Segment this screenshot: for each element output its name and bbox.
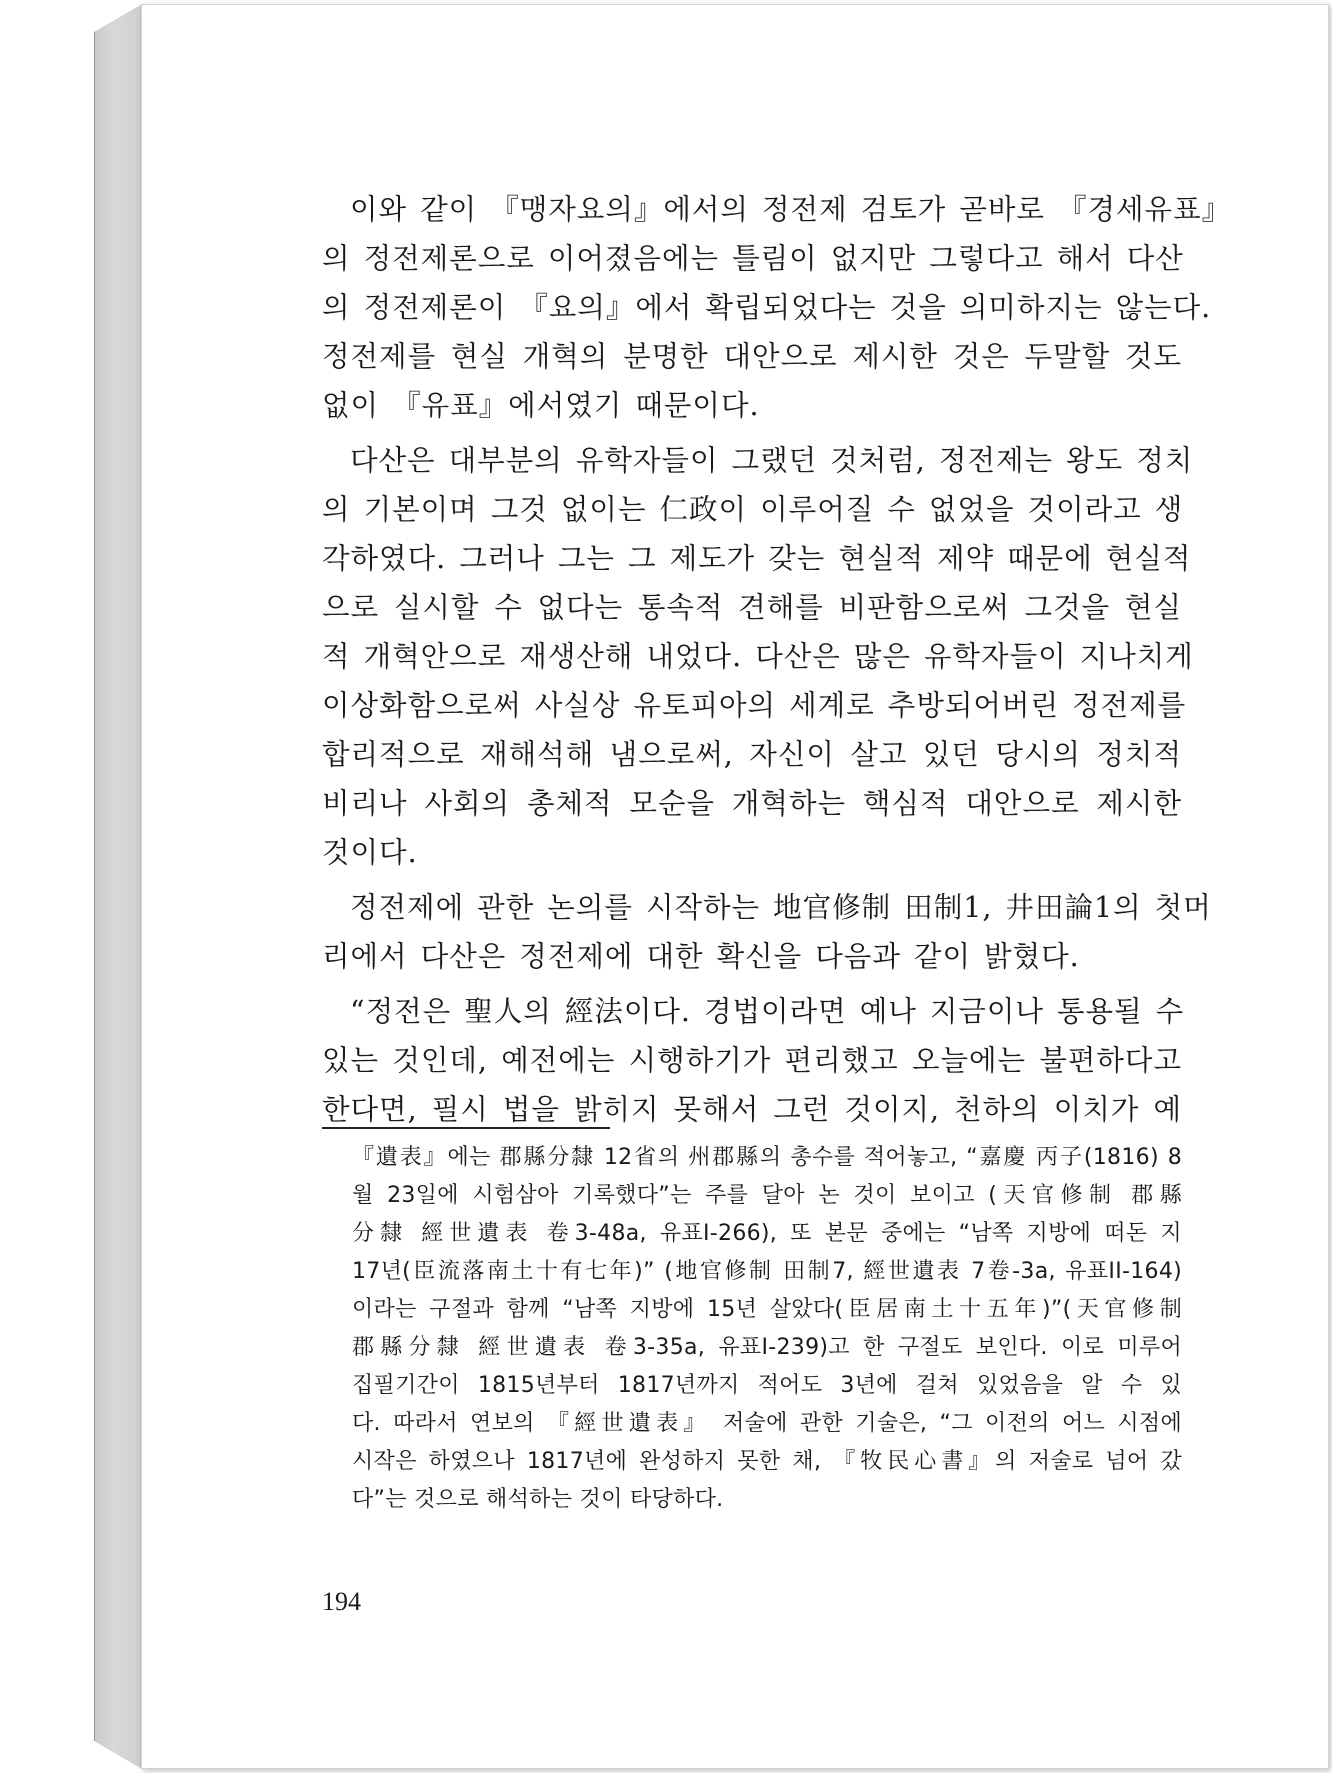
text-line: 의 정전제론으로 이어졌음에는 틀림이 없지만 그렇다고 해서 다산	[322, 242, 1184, 275]
footnote-line: 17년(臣流落南土十有七年)” (地官修制 田制7, 經世遺表 7卷-3a, 유표II-164)	[352, 1259, 1182, 1284]
footnote-line: 월 23일에 시험삼아 기록했다”는 주를 달아 논 것이 보이고 (天官修制 郡縣	[352, 1183, 1182, 1208]
text-line: 없이 『유표』에서였기 때문이다.	[322, 389, 760, 422]
footnote-line: 分隸 經世遺表 卷3-48a, 유표I-266), 또 본문 중에는 “남쪽 지방에 떠돈 지	[352, 1221, 1182, 1246]
text-line: “정전은 聖人의 經法이다. 경법이라면 예나 지금이나 통용될 수	[350, 995, 1185, 1028]
footnote-line: 시작은 하였으나 1817년에 완성하지 못한 채, 『牧民心書』의 저술로 넘어 갔	[352, 1449, 1182, 1474]
footnote-line: 『遺表』에는 郡縣分隸 12省의 州郡縣의 총수를 적어놓고, “嘉慶 丙子(1816) 8	[352, 1145, 1182, 1170]
book-spine-edge	[94, 32, 95, 1741]
book-page	[141, 4, 1329, 1769]
text-line: 의 기본이며 그것 없이는 仁政이 이루어질 수 없었을 것이라고 생	[322, 493, 1184, 526]
text-line: 한다면, 필시 법을 밝히지 못해서 그런 것이지, 천하의 이치가 예	[322, 1093, 1182, 1126]
footnote-line: 다. 따라서 연보의 『經世遺表』 저술에 관한 기술은, “그 이전의 어느 시점에	[352, 1411, 1182, 1436]
text-line: 있는 것인데, 예전에는 시행하기가 편리했고 오늘에는 불편하다고	[322, 1044, 1182, 1077]
text-line: 이와 같이 『맹자요의』에서의 정전제 검토가 곧바로 『경세유표』	[350, 193, 1232, 226]
text-line: 것이다.	[322, 836, 418, 869]
footnote-line: 다”는 것으로 해석하는 것이 타당하다.	[352, 1487, 724, 1512]
paragraph-2	[322, 436, 1194, 877]
text-line: 합리적으로 재해석해 냄으로써, 자신이 살고 있던 당시의 정치적	[322, 738, 1182, 771]
paragraph-3	[322, 883, 1212, 981]
text-line: 각하였다. 그러나 그는 그 제도가 갖는 현실적 제약 때문에 현실적	[322, 542, 1192, 575]
text-line: 정전제를 현실 개혁의 분명한 대안으로 제시한 것은 두말할 것도	[322, 340, 1182, 373]
page-number: 194	[322, 1587, 361, 1616]
text-line: 이상화함으로써 사실상 유토피아의 세계로 추방되어버린 정전제를	[322, 689, 1187, 722]
text-line: 다산은 대부분의 유학자들이 그랬던 것처럼, 정전제는 왕도 정치	[350, 444, 1194, 477]
paragraph-4	[322, 987, 1185, 1134]
body-text	[322, 185, 1232, 1134]
text-line: 적 개혁안으로 재생산해 내었다. 다산은 많은 유학자들이 지나치게	[322, 640, 1194, 673]
paragraph-1	[322, 185, 1232, 430]
text-line: 의 정전제론이 『요의』에서 확립되었다는 것을 의미하지는 않는다.	[322, 291, 1212, 324]
footnote	[352, 1139, 1182, 1519]
text-line: 리에서 다산은 정전제에 대한 확신을 다음과 같이 밝혔다.	[322, 940, 1080, 973]
footnote-line: 이라는 구절과 함께 “남쪽 지방에 15년 살았다(臣居南土十五年)”(天官修制	[352, 1297, 1182, 1322]
book-spine	[94, 4, 142, 1769]
footnote-divider	[322, 1127, 610, 1129]
text-line: 비리나 사회의 총체적 모순을 개혁하는 핵심적 대안으로 제시한	[322, 787, 1182, 820]
text-line: 정전제에 관한 논의를 시작하는 地官修制 田制1, 井田論1의 첫머	[350, 891, 1212, 924]
footnote-line: 집필기간이 1815년부터 1817년까지 적어도 3년에 걸쳐 있었음을 알 수 있	[352, 1373, 1182, 1398]
text-line: 으로 실시할 수 없다는 통속적 견해를 비판함으로써 그것을 현실	[322, 591, 1182, 624]
footnote-line: 郡縣分隸 經世遺表 卷3-35a, 유표I-239)고 한 구절도 보인다. 이로 미루어	[352, 1335, 1182, 1360]
